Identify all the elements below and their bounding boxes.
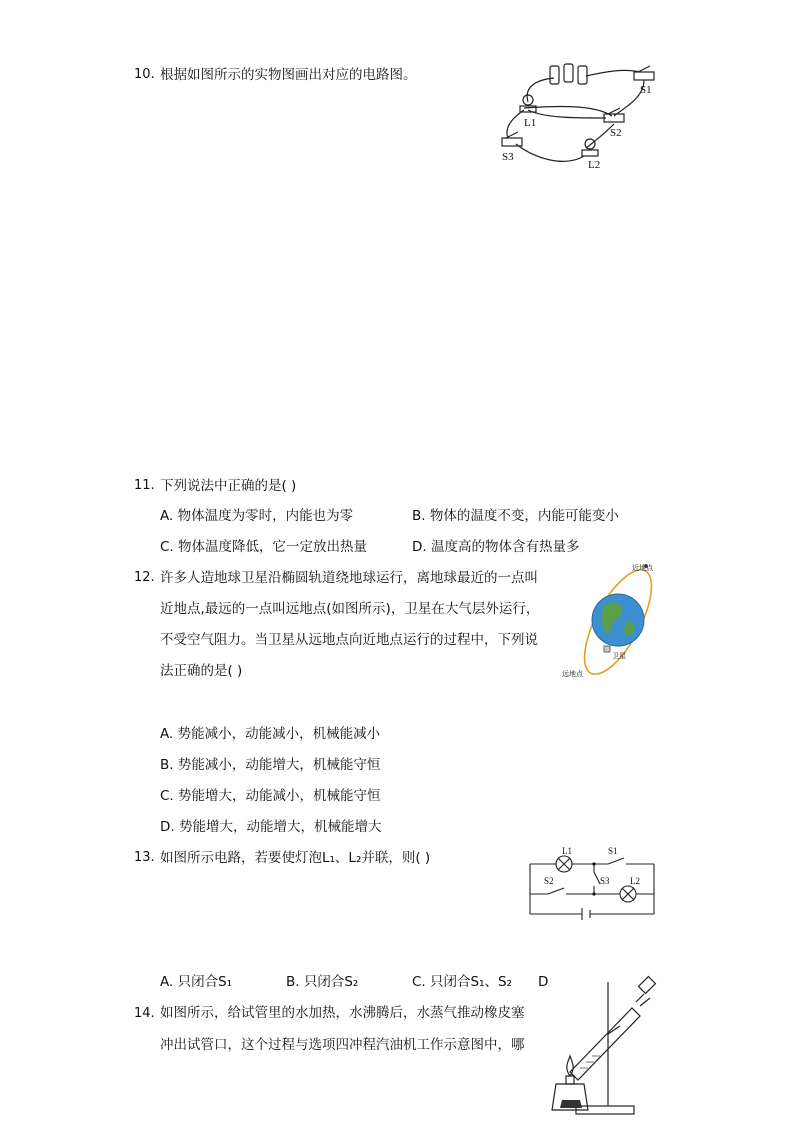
q14-test-tube-figure xyxy=(540,972,668,1118)
q12-option-d[interactable]: D. 势能增大，动能增大，机械能增大 xyxy=(160,819,382,835)
battery-icon xyxy=(564,64,573,82)
satellite-icon xyxy=(604,646,610,652)
q10-text: 根据如图所示的实物图画出对应的电路图。 xyxy=(160,67,417,83)
switch-s2-icon xyxy=(548,888,564,894)
q12-stem-line: 不受空气阻力。当卫星从远地点向近地点运行的过程中，下列说 xyxy=(160,632,538,648)
label-far-point: 远地点 xyxy=(562,670,583,678)
q11-option-a[interactable]: A. 物体温度为零时，内能也为零 xyxy=(160,508,354,524)
q13-option-c[interactable]: C. 只闭合S₁、S₂ xyxy=(412,974,512,990)
q14-stem-line: 如图所示，给试管里的水加热，水沸腾后，水蒸气推动橡皮塞 xyxy=(160,1005,525,1021)
q12-number: 12. xyxy=(134,570,155,585)
label-l2: L2 xyxy=(588,159,601,171)
label-s3: S3 xyxy=(502,151,514,163)
earth-icon xyxy=(592,594,644,646)
q11-stem: 下列说法中正确的是( ) xyxy=(160,478,297,494)
q12-satellite-orbit-figure xyxy=(560,560,670,682)
label-s1: S1 xyxy=(640,84,652,96)
switch-icon xyxy=(502,138,522,146)
q13-stem: 如图所示电路，若要使灯泡L₁、L₂并联，则( ) xyxy=(160,850,431,866)
label-near-point: 近地点 xyxy=(632,564,653,572)
q12-option-a[interactable]: A. 势能减小，动能减小，机械能减小 xyxy=(160,726,381,742)
q14-number: 14. xyxy=(134,1006,155,1021)
q12-stem-line: 许多人造地球卫星沿椭圆轨道绕地球运行，离地球最近的一点叫 xyxy=(160,570,538,586)
label-satellite: 卫星 xyxy=(612,652,626,660)
q12-stem-line: 近地点,最远的一点叫远地点(如图所示)，卫星在大气层外运行， xyxy=(160,601,540,617)
battery-icon xyxy=(550,66,559,84)
q13-option-b[interactable]: B. 只闭合S₂ xyxy=(286,974,359,990)
test-tube-icon xyxy=(570,1008,640,1080)
label-s3: S3 xyxy=(600,876,610,886)
switch-icon xyxy=(634,72,654,80)
q13-option-d[interactable]: D xyxy=(538,974,549,990)
label-l2: L2 xyxy=(630,876,640,886)
q13-circuit-figure xyxy=(524,842,660,926)
label-l1: L1 xyxy=(524,117,537,129)
q12-stem-line: 法正确的是( ) xyxy=(160,663,243,679)
q12-option-c[interactable]: C. 势能增大，动能减小，机械能守恒 xyxy=(160,788,381,804)
q11-option-d[interactable]: D. 温度高的物体含有热量多 xyxy=(412,539,580,555)
q11-option-b[interactable]: B. 物体的温度不变，内能可能变小 xyxy=(412,508,619,524)
q14-stem-line: 冲出试管口，这个过程与选项四冲程汽油机工作示意图中，哪 xyxy=(160,1037,525,1053)
switch-s1-icon xyxy=(608,858,624,864)
label-s2: S2 xyxy=(544,876,554,886)
q10-number: 10. xyxy=(134,67,155,82)
label-s2: S2 xyxy=(610,127,622,139)
label-s1: S1 xyxy=(608,846,618,856)
label-l1: L1 xyxy=(562,846,572,856)
q13-option-a[interactable]: A. 只闭合S₁ xyxy=(160,974,233,990)
q12-option-b[interactable]: B. 势能减小，动能增大，机械能守恒 xyxy=(160,757,381,773)
q10-circuit-figure xyxy=(494,58,672,178)
q13-number: 13. xyxy=(134,850,155,865)
bulb-icon xyxy=(585,139,595,149)
battery-icon xyxy=(578,66,587,84)
switch-icon xyxy=(604,114,624,122)
q11-number: 11. xyxy=(134,478,155,493)
rubber-stopper-icon xyxy=(639,977,656,994)
q11-option-c[interactable]: C. 物体温度降低，它一定放出热量 xyxy=(160,539,368,555)
